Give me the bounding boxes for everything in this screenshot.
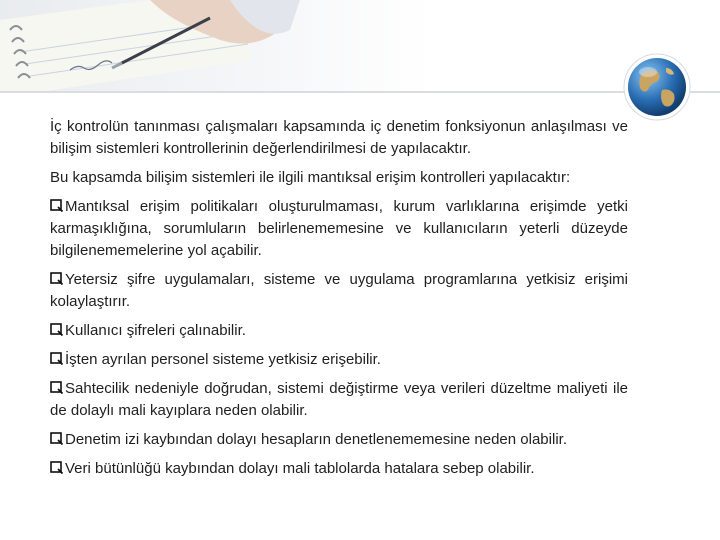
bullet-item — [50, 378, 628, 422]
bullet-text: Kullanıcı şifreleri çalınabilir. — [65, 322, 246, 339]
bullet-text: Denetim izi kaybından dolayı hesapların denetlenememesine neden olabilir. — [65, 431, 567, 448]
bullet-item — [50, 320, 628, 342]
checkbox-bullet-icon — [50, 352, 63, 365]
checkbox-bullet-icon — [50, 323, 63, 336]
bullet-text: Yetersiz şifre uygulamaları, sisteme ve uygulama programlarına yetkisiz erişimi kolaylaştırır. — [50, 271, 628, 310]
bullet-item — [50, 269, 628, 313]
checkbox-bullet-icon — [50, 199, 63, 212]
globe-icon — [622, 52, 692, 122]
checkbox-bullet-icon — [50, 432, 63, 445]
header-divider — [0, 91, 720, 93]
bullet-text: Sahtecilik nedeniyle doğrudan, sistemi değiştirme veya verileri düzeltme maliyeti ile de dolaylı mali kayıplara neden olabilir. — [50, 380, 628, 419]
bullet-item — [50, 196, 628, 262]
checkbox-bullet-icon — [50, 381, 63, 394]
bullet-text: İşten ayrılan personel sisteme yetkisiz erişebilir. — [65, 351, 381, 368]
bullet-item — [50, 429, 628, 451]
notebook-and-pen-icon — [0, 0, 720, 92]
bullet-item — [50, 458, 628, 480]
checkbox-bullet-icon — [50, 272, 63, 285]
bullet-text: Mantıksal erişim politikaları oluşturulmaması, kurum varlıklarına erişimde yetki karmaşıklığına, sorumluların belirlenememesine ve kullanıcıların yeterli düzeyde bilgilenememelerine yol açabilir. — [50, 198, 628, 259]
intro-paragraph: İç kontrolün tanınması çalışmaları kapsamında iç denetim fonksiyonun anlaşılması ve bilişim sistemleri kontrollerinin değerlendirilmesi de yapılacaktır. — [50, 118, 628, 157]
content-area — [50, 116, 628, 487]
bullet-item — [50, 349, 628, 371]
bullet-text: Veri bütünlüğü kaybından dolayı mali tablolarda hatalara sebep olabilir. — [65, 460, 535, 477]
header-banner — [0, 0, 720, 92]
scope-paragraph: Bu kapsamda bilişim sistemleri ile ilgili mantıksal erişim kontrolleri yapılacaktır: — [50, 169, 571, 186]
checkbox-bullet-icon — [50, 461, 63, 474]
